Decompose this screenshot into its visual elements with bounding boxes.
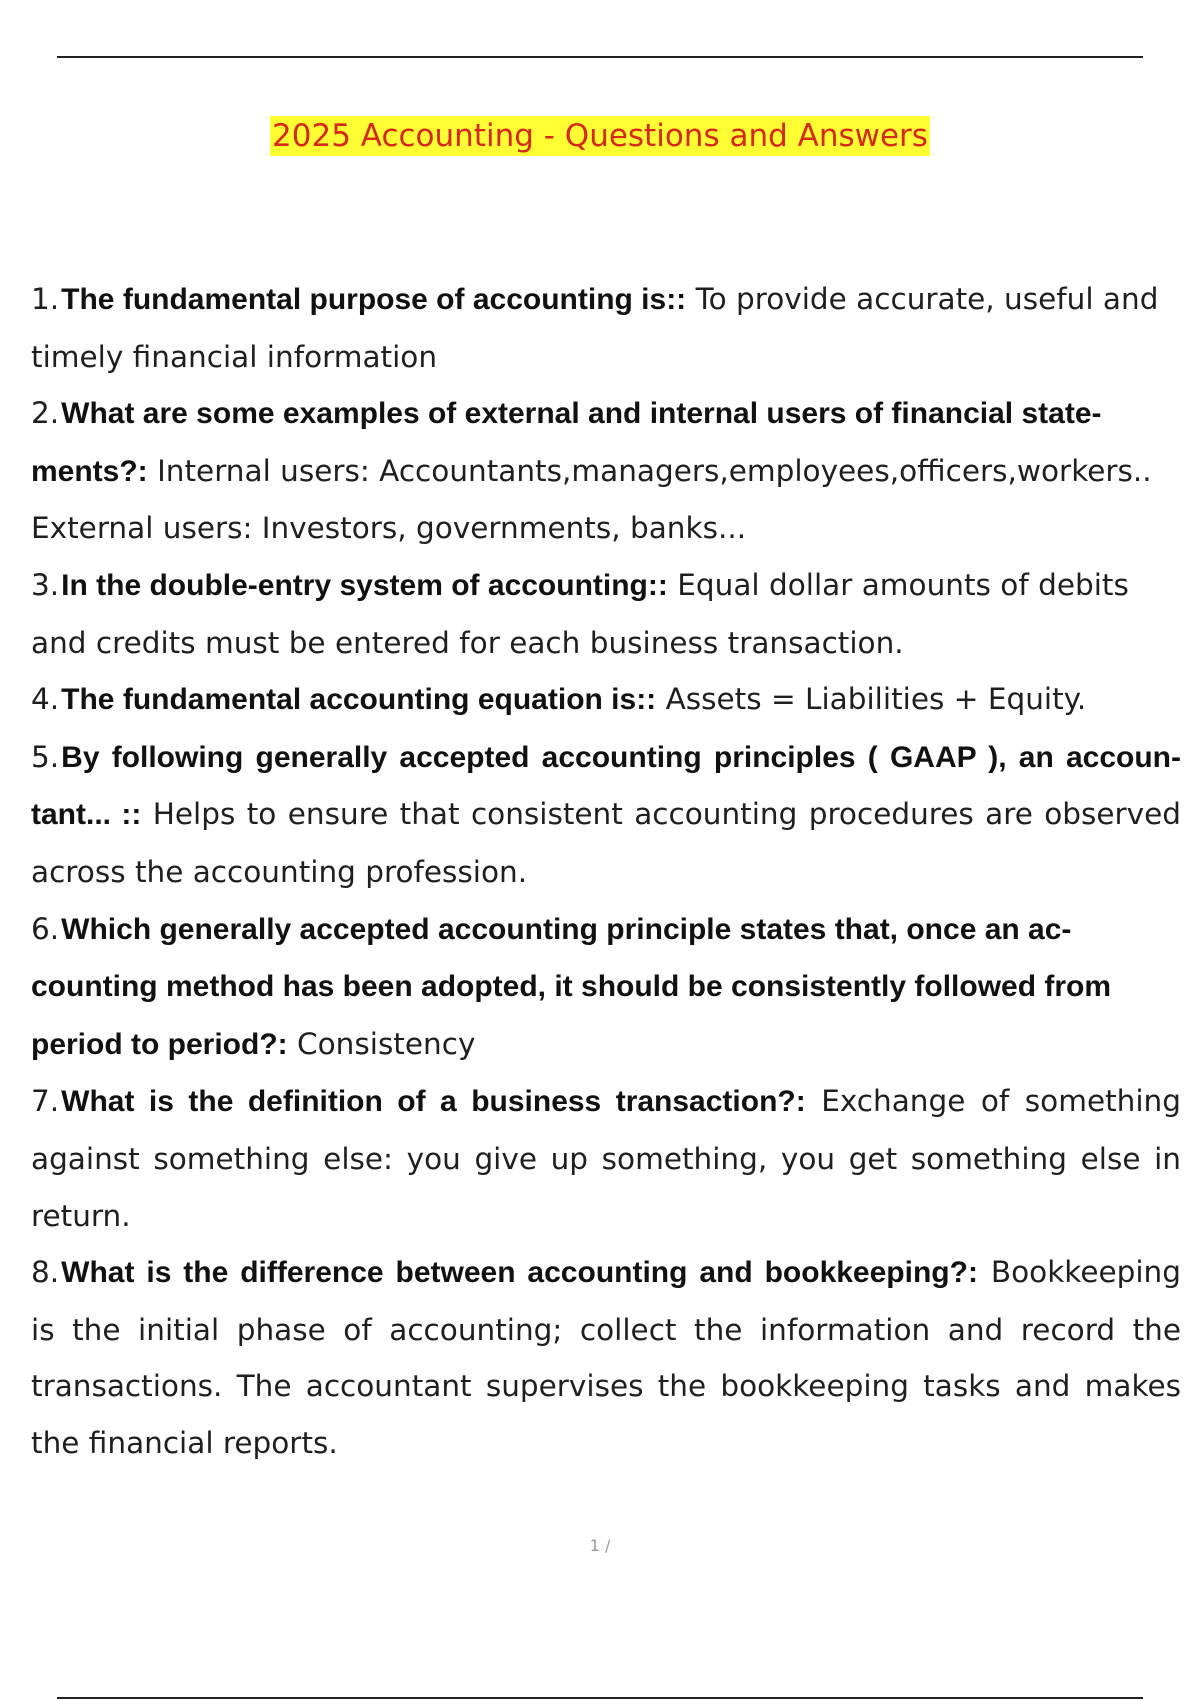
- qa-item-2: [31, 385, 1181, 557]
- qa-question: In the double-entry system of accounting::: [61, 568, 668, 602]
- qa-question: What is the difference between accounting and bookkeeping?:: [61, 1256, 978, 1290]
- qa-number: 6.: [31, 911, 60, 946]
- qa-question: What are some examples of external and internal users of financial state- ments?:: [31, 397, 1102, 488]
- qa-answer: Assets = Liabilities + Equity.: [665, 682, 1087, 717]
- qa-question: What is the definition of a business transaction?:: [61, 1085, 806, 1119]
- qa-item-3: [31, 557, 1181, 671]
- qa-list: [31, 271, 1181, 1471]
- page-number: 1 /: [589, 1536, 611, 1555]
- qa-number: 3.: [31, 567, 60, 602]
- qa-number: 7.: [31, 1084, 60, 1119]
- qa-number: 5.: [31, 739, 60, 774]
- qa-answer: Helps to ensure that consistent accounting procedures are observed across the accounting profession.: [31, 797, 1182, 889]
- qa-number: 4.: [31, 682, 60, 717]
- qa-answer: Consistency: [297, 1026, 476, 1061]
- qa-number: 2.: [31, 396, 60, 431]
- qa-item-4: [31, 671, 1181, 729]
- qa-question: By following generally accepted accounting principles ( GAAP ), an accoun- tant... ::: [31, 740, 1181, 832]
- qa-answer: Internal users: Accountants,managers,employees,officers,workers.. External users: Investors, governments, banks...: [31, 453, 1152, 546]
- qa-answer: Equal dollar amounts of debits and credits must be entered for each business transaction.: [31, 567, 1129, 660]
- qa-answer: Bookkeeping is the initial phase of accounting; collect the information and record the transactions. The accountant supervises the bookkeeping tasks and makes the financial reports.: [31, 1255, 1181, 1460]
- qa-number: 8.: [31, 1255, 60, 1290]
- qa-item-1: [31, 271, 1181, 385]
- qa-item-8: [31, 1244, 1181, 1471]
- qa-item-5: [31, 729, 1181, 901]
- document-title: 2025 Accounting - Questions and Answers: [272, 118, 928, 154]
- qa-item-7: [31, 1073, 1181, 1244]
- qa-item-6: [31, 901, 1181, 1074]
- title-container: [0, 116, 1200, 156]
- bottom-rule: [57, 1697, 1143, 1699]
- qa-answer: Exchange of something against something else: you give up something, you get something else in return.: [31, 1084, 1181, 1233]
- qa-question: Which generally accepted accounting principle states that, once an ac- counting method has been adopted, it should be consistently followed from period to period?:: [31, 912, 1112, 1061]
- qa-question: The fundamental accounting equation is::: [61, 683, 657, 717]
- qa-answer: To provide accurate, useful and timely financial information: [31, 282, 1159, 374]
- qa-question: The fundamental purpose of accounting is::: [61, 283, 687, 316]
- qa-number: 1.: [31, 282, 60, 316]
- top-rule: [57, 56, 1143, 58]
